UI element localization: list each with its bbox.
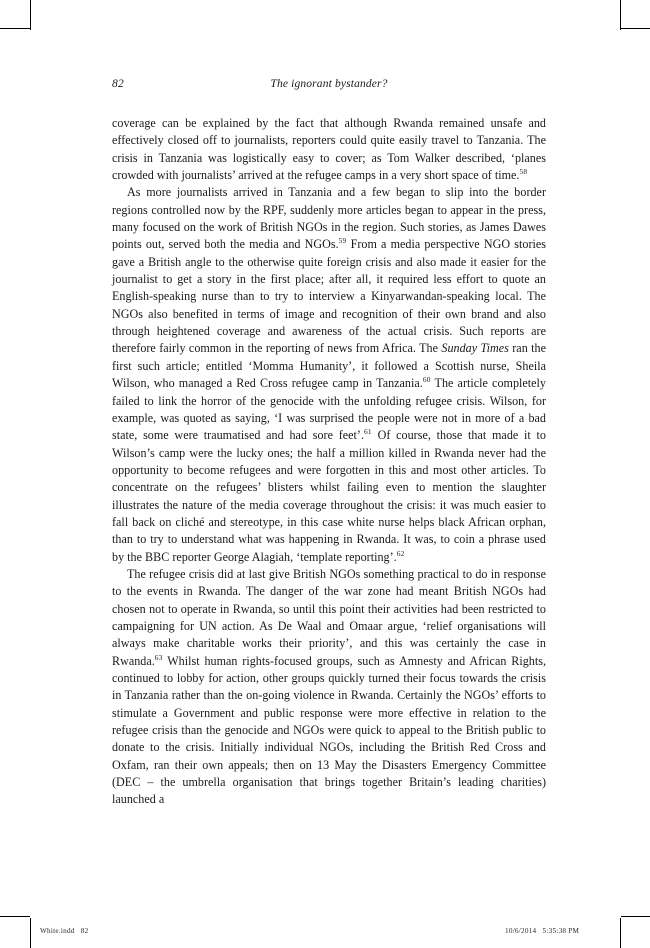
paragraph-1: [112, 115, 546, 184]
footnote-ref-63: 63: [154, 652, 163, 662]
paragraph-3: [112, 566, 546, 809]
footer-timestamp: 10/6/2014 5:35:38 PM: [505, 927, 580, 935]
crop-mark-top-left-horizontal: [0, 28, 30, 29]
running-head: [112, 78, 546, 98]
paragraph-1-text: coverage can be explained by the fact that although Rwanda remained unsafe and effectively closed off to journalists, reporters could quite easily travel to Tanzania. The crisis in Tanzania was logistically easy to cover; as Tom Walker described, ‘planes crowded with journalists’ arrived at the refugee camps in a very short space of time.: [112, 116, 546, 183]
paragraph-2-text-e: Of course, those that made it to Wilson’s camp were the lucky ones; the half a million killed in Rwanda never had the opportunity to become refugees and were forgotten in this and most other articles. To concentrate on the refugees’ blisters whilst failing even to mention the slaughter illustrates the nature of the media coverage throughout the crisis: it was much easier to fall back on cliché and stereotype, in this case white nurse helps black African orphan, than to try to understand what was happening in Rwanda. It was, to coin a phrase used by the BBC reporter George Alagiah, ‘template reporting’.: [112, 428, 547, 564]
crop-mark-bottom-left-horizontal: [0, 916, 30, 917]
crop-mark-bottom-left-vertical: [30, 918, 31, 948]
footnote-ref-61: 61: [364, 427, 372, 437]
page-text-block: [112, 0, 546, 809]
paragraph-2-text-b: From a media perspective NGO stories gave a British angle to the otherwise quite foreign crisis and also made it easier for the journalist to get a story in the first place; after all, it required less effort to quote an English-speaking nurse than to try to interview a Kinyarwandan-speaking local. The NGOs also benefited in terms of image and recognition of their own brand and also through heightened coverage and awareness of the actual crisis. Such reports are therefore fairly common in the reporting of news from Africa. The: [112, 237, 546, 356]
paragraph-2: [112, 184, 546, 566]
crop-mark-bottom-right-horizontal: [621, 916, 650, 917]
newspaper-title-sunday-times: Sunday Times: [441, 341, 509, 356]
paragraph-2-text-d: The article completely failed to link the horror of the genocide with the unfolding refugee crisis. Wilson, for example, was quoted as saying, ‘I was surprised the people were not in more of a bad state, some were traumatised and had sore feet’.: [112, 376, 546, 443]
footnote-ref-58: 58: [519, 167, 528, 176]
page-number: 82: [112, 78, 124, 90]
footnote-ref-59: 59: [338, 236, 347, 246]
crop-mark-bottom-right-vertical: [620, 918, 621, 948]
paragraph-3-text-a: The refugee crisis did at last give British NGOs something practical to do in response to the events in Rwanda. The danger of the war zone had meant British NGOs had chosen not to operate in Rwanda, so until this point their activities had been restricted to campaigning for UN action. As De Waal and Omaar argue, ‘relief organisations will always make charitable works their priority’, and this was certainly the case in Rwanda.: [112, 566, 546, 668]
paragraph-2-text-c: ran the first such article; entitled ‘Momma Humanity’, it followed a Scottish nurse, Sheila Wilson, who managed a Red Cross refugee camp in Tanzania.: [112, 341, 546, 391]
paragraph-3-text-b: Whilst human rights-focused groups, such as Amnesty and African Rights, continued to lobby for action, other groups quickly turned their focus towards the crisis in Tanzania rather than the on-going violence in Rwanda. Certainly the NGOs’ efforts to stimulate a Government and public response were more effective in relation to the refugee crisis than the genocide and NGOs were quick to appeal to the British public to donate to the crisis. Initially individual NGOs, including the British Red Cross and Oxfam, ran their own appeals; then on 13 May the Disasters Emergency Committee (DEC – the umbrella organisation that brings together Britain’s leading charities) launched a: [112, 653, 546, 807]
footnote-ref-62: 62: [396, 548, 405, 558]
book-title: The ignorant bystander?: [270, 78, 388, 90]
crop-mark-top-left-vertical: [30, 0, 31, 30]
paragraph-2-text-a: As more journalists arrived in Tanzania and a few began to slip into the border regions controlled now by the RPF, suddenly more articles began to appear in the press, many focused on the work of British NGOs in the region. Such stories, as James Dawes points out, served both the media and NGOs.: [112, 185, 546, 252]
body-copy: [112, 115, 546, 809]
crop-mark-top-right-vertical: [620, 0, 621, 30]
crop-mark-top-right-horizontal: [621, 28, 650, 29]
footer-filename: White.indd 82: [40, 927, 89, 935]
footnote-ref-60: 60: [422, 375, 431, 385]
